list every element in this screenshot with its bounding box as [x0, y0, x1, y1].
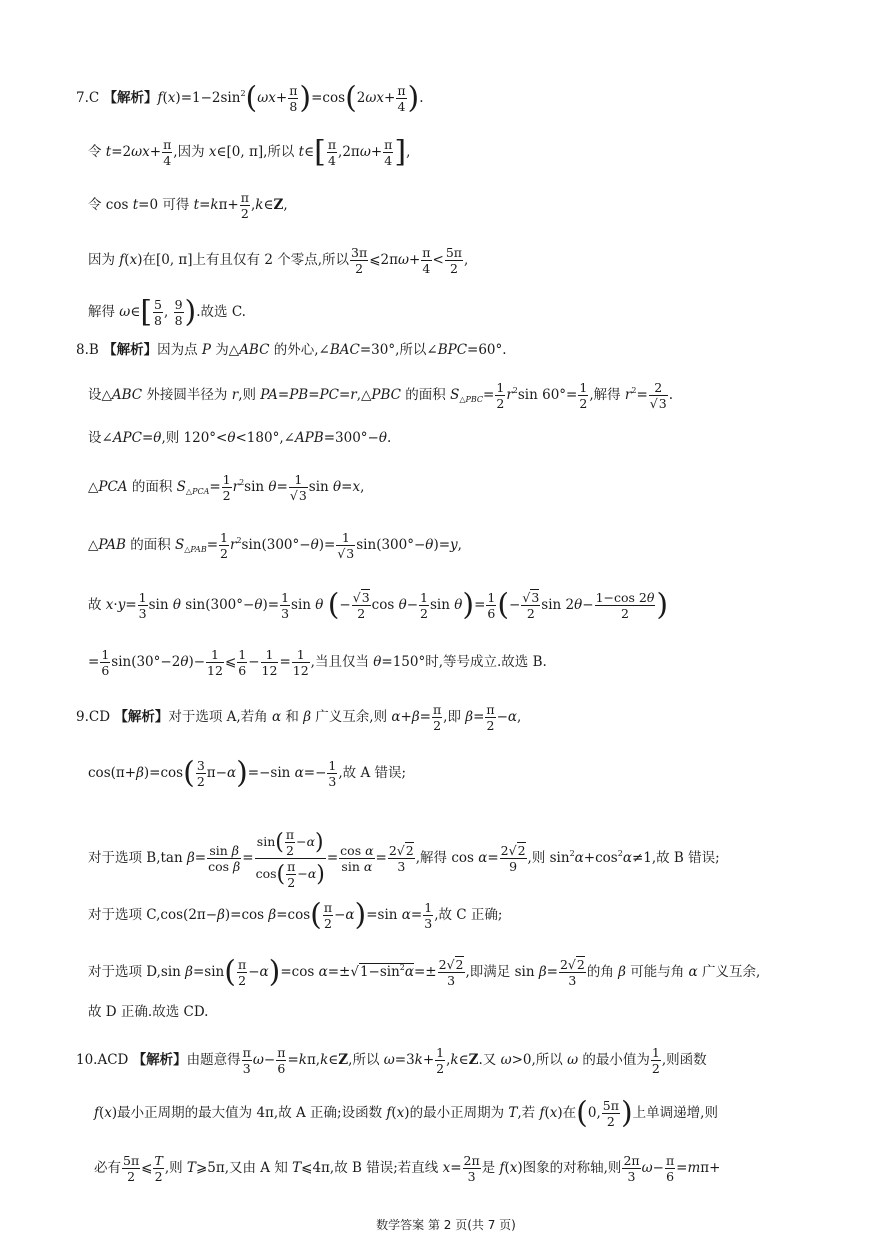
q9-line-4: 对于选项 C,cos(2π−β)=cos β=cos( $\frac{\pi}{2}$ −α)=sin α= $\frac{1}{3}$ ,故 C 正确;: [88, 897, 503, 933]
q9-line-5: 对于选项 D,sin β=sin( $\frac{\pi}{2}$ −α)=cos $\alpha=\pm√1-\sin^2\alpha=\pm$ $\frac{2√2}{3}$ ,即满足 sin β= $\frac{2√2}{3}$ 的角 β 可能与角 α 广义互余,: [88, 954, 761, 990]
q10-line-3: 必有 $\frac{5\pi}{2}$ ⩽ $\frac{T}{2}$ ,则 T⩾5π,又由 A 知 T⩽4π,故 B 错误;若直线 x= $\frac{2\pi}{3}$ 是 f(x)图象的对称轴,则 $\frac{2\pi}{3}$ ω− $\frac{\pi}{6}$ =mπ+: [94, 1153, 721, 1184]
q9-line-2: cos(π+β)=cos( $\frac{3}{2}$ π−α)=−sin α=− $\frac{1}{3}$ ,故 A 错误;: [88, 755, 407, 791]
q10-number: 10.ACD: [76, 1052, 129, 1068]
q9-line-6: 故 D 正确.故选 CD.: [88, 1004, 209, 1020]
q10-tag: 【解析】: [132, 1052, 187, 1068]
q8-tag: 【解析】: [103, 342, 158, 358]
q7-line-4: 因为 f(x)在[0, π]上有且仅有 2 个零点,所以 $\frac{3\pi}{2}$ ⩽2πω+ $\frac{\pi}{4}$ < $\frac{5\pi}{2}$ ,: [88, 245, 469, 276]
q7-number: 7.C: [76, 90, 100, 106]
q9-line-3: 对于选项 B,tan β= $\frac{\text{sin β}}{\text{cos β}}$ = sin( $\frac{\pi}{2}$ −α) cos( $\frac{\pi}{2}$ −α) = $\frac{\text{cos α}}{\text{sin α}}$ = $\frac{2√2}{3}$ ,解得 cos α= $\frac{2√2}{9}$ ,则 $\sin^2\alpha+\cos^2\alpha\ne 1$,故 B 错误;: [88, 827, 720, 890]
q8-line-1: 8.B 【解析】因为点 P 为△ABC 的外心,∠BAC=30°,所以∠BPC=60°.: [76, 342, 507, 358]
q10-line-2: f(x)最小正周期的最大值为 4π,故 A 正确;设函数 f(x)的最小正周期为 T,若 f(x)在(0, $\frac{5\pi}{2}$ )上单调递增,则: [94, 1095, 718, 1131]
q9-tag: 【解析】: [114, 709, 169, 725]
q8-line-3: 设∠APC=θ,则 120°<θ<180°,∠APB=300°−θ.: [88, 430, 392, 446]
q8-line-5: △PAB 的面积 $S_{\triangle PAB}=$ $\frac{1}{2}$ $r^2\sin(300^\circ-\theta)=$ $\frac{1}{√3}$ sin(300°−θ)=y,: [88, 530, 462, 561]
q7-line-1: 7.C 【解析】$f(x)=1-2\sin^2(\omega x+$ $\frac{\pi}{8}$ )=cos(2ωx+ $\frac{\pi}{4}$ ).: [76, 80, 424, 116]
q8-line-7: = $\frac{1}{6}$ sin(30°−2θ)− $\frac{1}{12}$ ⩽ $\frac{1}{6}$ − $\frac{1}{12}$ = $\frac{1}{12}$ ,当且仅当 θ=150°时,等号成立.故选 B.: [88, 647, 547, 678]
q8-line-6: 故 x·y= $\frac{1}{3}$ sin θ sin(300°−θ)= $\frac{1}{3}$ sin θ (− $\frac{√3}{2}$ cos θ− $\frac{1}{2}$ sin θ)= $\frac{1}{6}$ (− $\frac{√3}{2}$ sin 2θ− $\frac{1-\cos 2\theta}{2}$ ): [88, 587, 669, 623]
q9-number: 9.CD: [76, 709, 111, 725]
q10-line-1: 10.ACD 【解析】由题意得 $\frac{\pi}{3}$ ω− $\frac{\pi}{6}$ =kπ,k∈Z,所以 ω=3k+ $\frac{1}{2}$ ,k∈Z.又 ω>0,所以 ω 的最小值为 $\frac{1}{2}$ ,则函数: [76, 1045, 707, 1076]
q7-tag: 【解析】: [103, 90, 158, 106]
q7-line-3: 令 cos t=0 可得 t=kπ+ $\frac{\pi}{2}$ ,k∈Z,: [88, 190, 288, 221]
q7-line-5: 解得 ω∈[ $\frac{5}{8}$ , $\frac{9}{8}$ ).故选 C.: [88, 294, 246, 330]
q8-line-4: △PCA 的面积 $S_{\triangle PCA}=$ $\frac{1}{2}$ $r^2\sin$ θ= $\frac{1}{√3}$ sin θ=x,: [88, 472, 365, 503]
q8-line-2: 设△ABC 外接圆半径为 r,则 PA=PB=PC=r,△PBC 的面积 $S_{\triangle PBC}=$ $\frac{1}{2}$ $r^2\sin$ 60°= $\frac{1}{2}$ ,解得 $r^2=$ $\frac{2}{√3}$ .: [88, 380, 673, 411]
page-footer: 数学答案 第 2 页(共 7 页): [376, 1218, 516, 1232]
q8-number: 8.B: [76, 342, 99, 358]
q9-line-1: 9.CD 【解析】对于选项 A,若角 α 和 β 广义互余,则 α+β= $\frac{\pi}{2}$ ,即 β= $\frac{\pi}{2}$ −α,: [76, 702, 522, 733]
q7-line-2: 令 t=2ωx+ $\frac{\pi}{4}$ ,因为 x∈[0, π],所以 t∈[ $\frac{\pi}{4}$ ,2πω+ $\frac{\pi}{4}$ ],: [88, 134, 411, 170]
